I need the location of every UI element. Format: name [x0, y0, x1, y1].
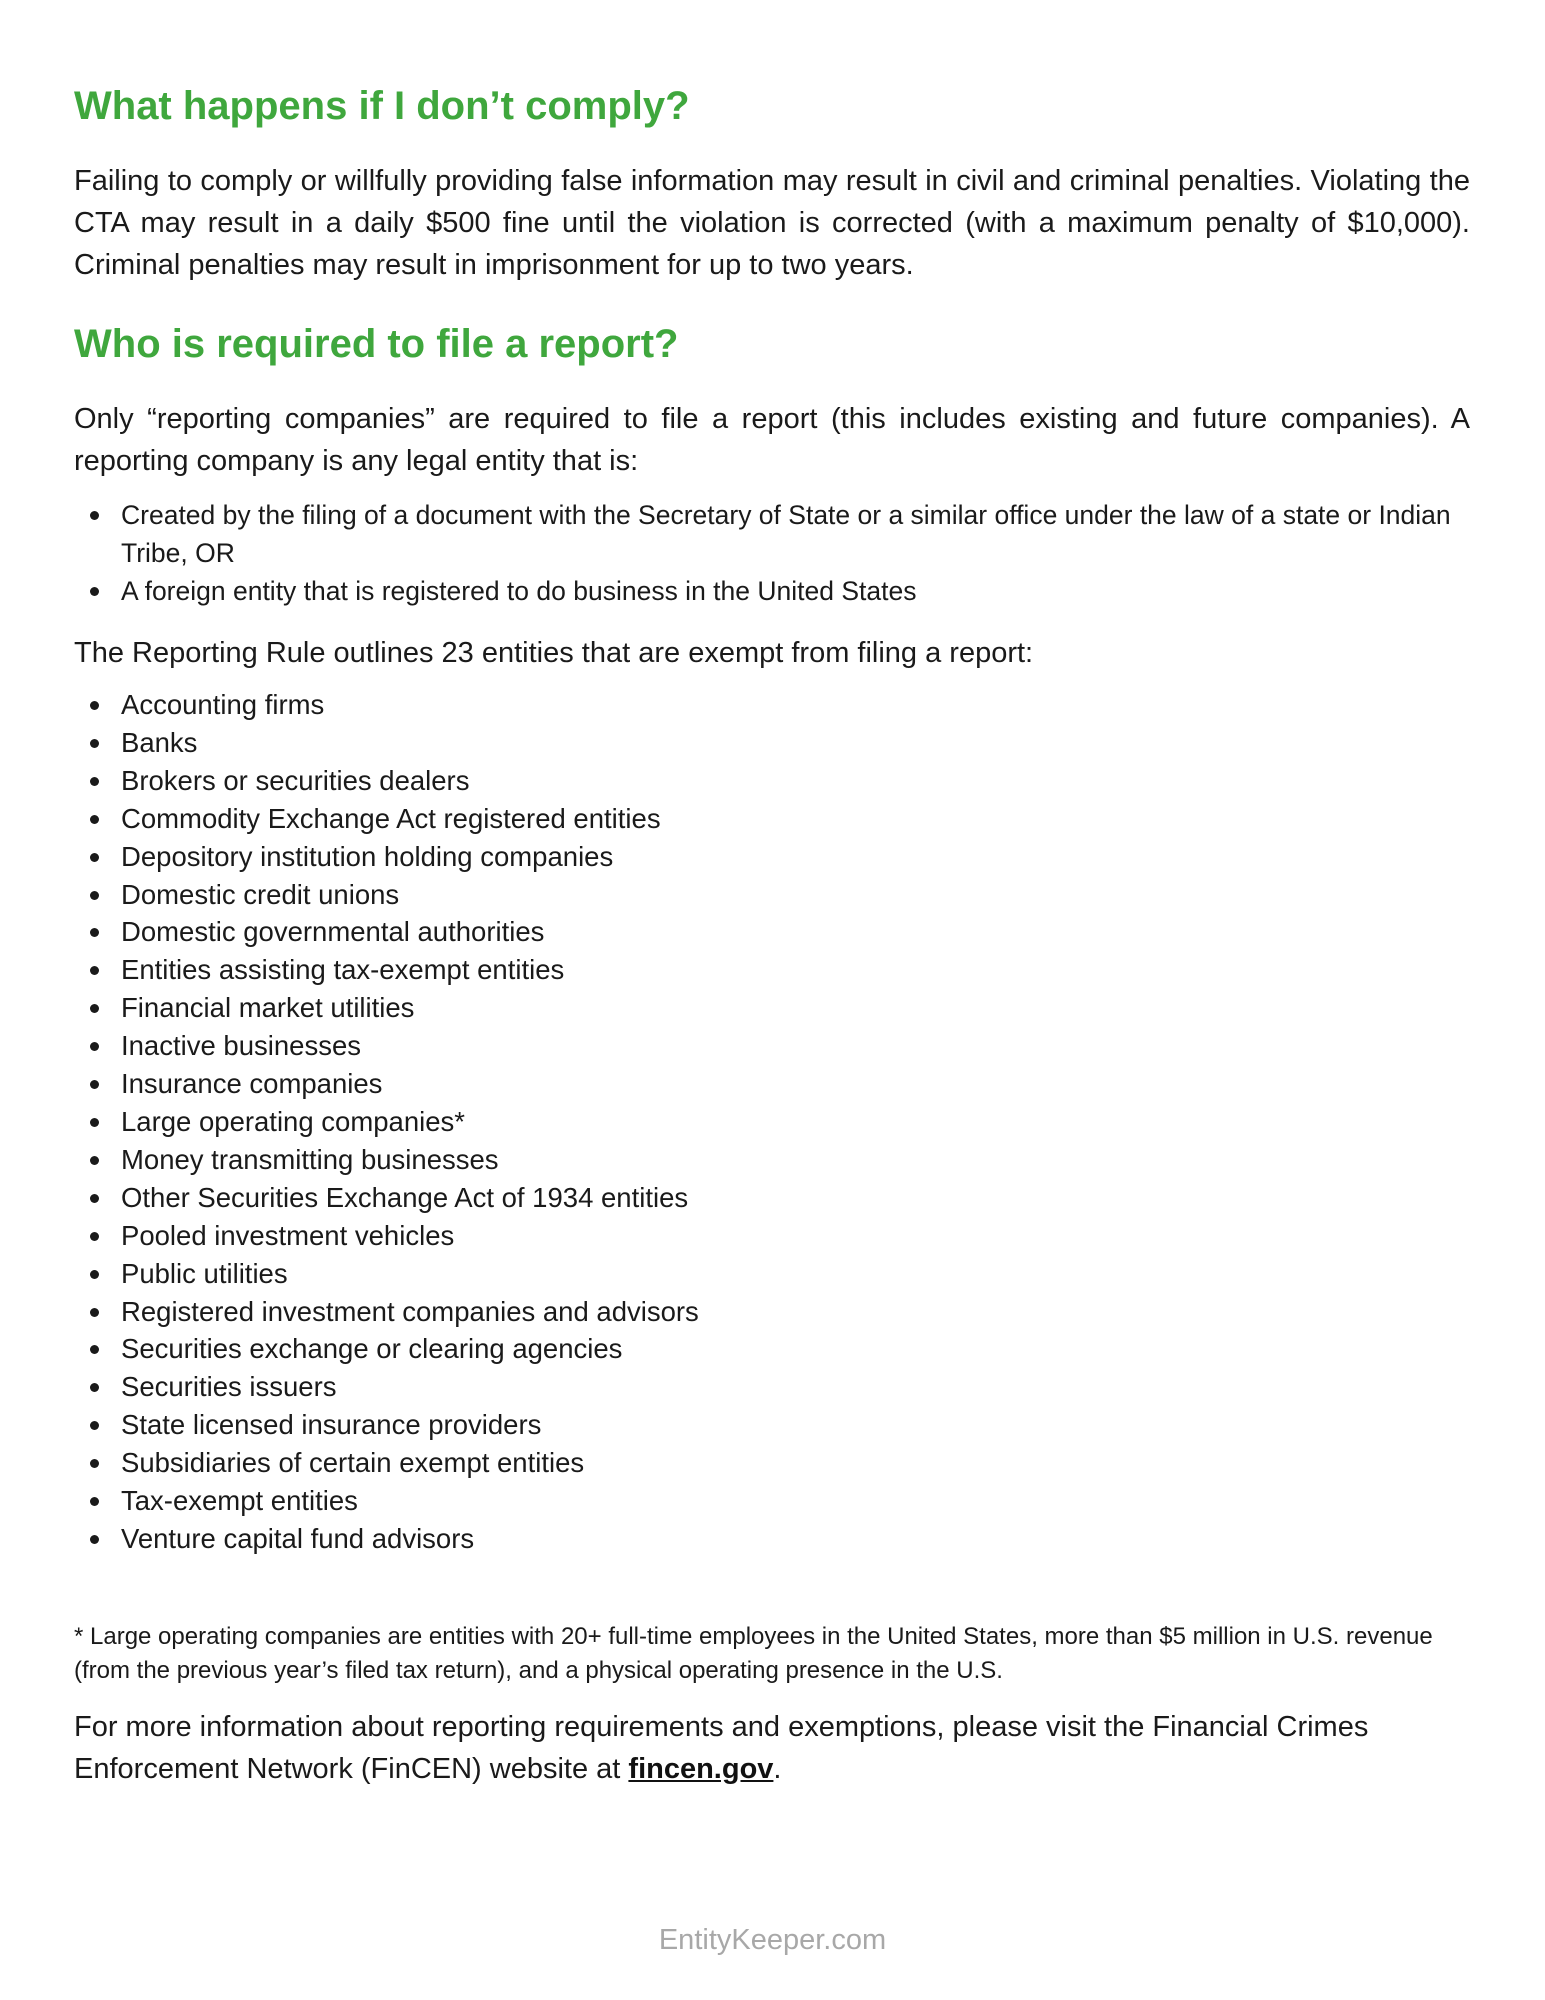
list-item: A foreign entity that is registered to do business in the United States: [74, 572, 1470, 610]
list-item: Brokers or securities dealers: [74, 762, 1470, 800]
list-item: Domestic governmental authorities: [74, 913, 1470, 951]
comply-paragraph: Failing to comply or willfully providing false information may result in civil and criminal penalties. Violating the CTA may result in a daily $500 fine until the violation is corrected (with a maximum penalty of $10,000). Criminal penalties may result in imprisonment for up to two years.: [74, 165, 1470, 281]
list-item: Large operating companies*: [74, 1103, 1470, 1141]
list-item: Created by the filing of a document with the Secretary of State or a similar office under the law of a state or Indian Tribe, OR: [74, 496, 1470, 572]
list-item: Public utilities: [74, 1255, 1470, 1293]
list-item: Accounting firms: [74, 686, 1470, 724]
list-item: State licensed insurance providers: [74, 1406, 1470, 1444]
list-item: Subsidiaries of certain exempt entities: [74, 1444, 1470, 1482]
footer-brand: EntityKeeper.com: [658, 1924, 887, 1956]
list-item: Other Securities Exchange Act of 1934 entities: [74, 1179, 1470, 1217]
list-item: Depository institution holding companies: [74, 838, 1470, 876]
more-info-paragraph: [74, 1706, 1470, 1790]
list-item: Inactive businesses: [74, 1027, 1470, 1065]
reporting-companies-intro: Only “reporting companies” are required to file a report (this includes existing and future companies). A reporting company is any legal entity that is:: [74, 403, 1470, 477]
list-item: Domestic credit unions: [74, 876, 1470, 914]
who-heading: Who is required to file a report?: [74, 322, 679, 366]
list-item: Tax-exempt entities: [74, 1482, 1470, 1520]
list-item: Banks: [74, 724, 1470, 762]
list-item: Securities issuers: [74, 1368, 1470, 1406]
list-item: Financial market utilities: [74, 989, 1470, 1027]
exempt-entities-list: [74, 686, 1470, 1558]
large-companies-footnote: * Large operating companies are entities with 20+ full-time employees in the United States, more than $5 million in U.S. revenue (from the previous year’s filed tax return), and a physical operating presence in the U.S.: [74, 1622, 1433, 1684]
exempt-intro: The Reporting Rule outlines 23 entities that are exempt from filing a report:: [74, 637, 1034, 669]
fincen-link[interactable]: fincen.gov: [628, 1752, 774, 1785]
document-page: [74, 78, 1470, 1790]
reporting-company-criteria-list: [74, 496, 1470, 610]
list-item: Registered investment companies and advisors: [74, 1293, 1470, 1331]
list-item: Entities assisting tax-exempt entities: [74, 951, 1470, 989]
list-item: Securities exchange or clearing agencies: [74, 1330, 1470, 1368]
list-item: Insurance companies: [74, 1065, 1470, 1103]
list-item: Pooled investment vehicles: [74, 1217, 1470, 1255]
comply-heading: What happens if I don’t comply?: [74, 84, 690, 128]
list-item: Money transmitting businesses: [74, 1141, 1470, 1179]
more-info-period: .: [773, 1752, 782, 1785]
list-item: Venture capital fund advisors: [74, 1520, 1470, 1558]
list-item: Commodity Exchange Act registered entities: [74, 800, 1470, 838]
more-info-text: For more information about reporting requirements and exemptions, please visit the Financial Crimes Enforcement Network (FinCEN) website at: [74, 1710, 1369, 1785]
